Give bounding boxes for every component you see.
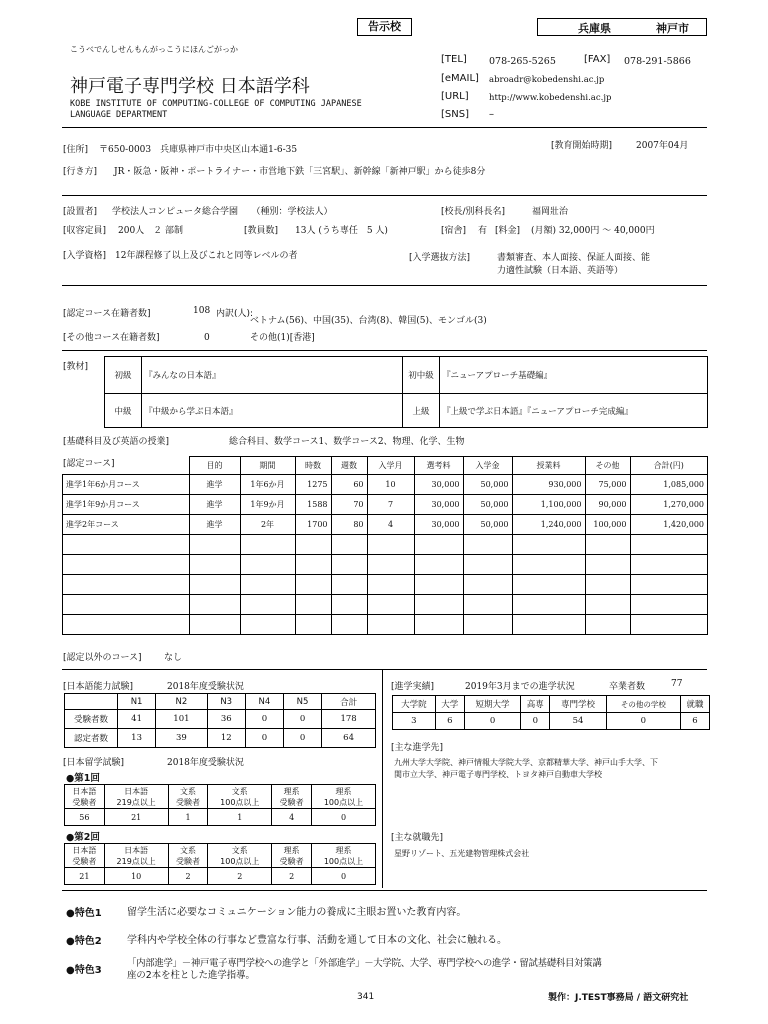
column-header: 日本語 受験者 xyxy=(65,844,105,868)
row-label: 認定者数 xyxy=(65,729,118,748)
header-spacer xyxy=(63,457,190,475)
jlpt-cell: 12 xyxy=(207,729,245,748)
course-name: 進学1年6か月コース xyxy=(63,475,190,495)
capacity-label: [収容定員] xyxy=(63,226,107,236)
certified-value: 108 xyxy=(193,306,211,316)
column-header: 理系 受験者 xyxy=(272,844,312,868)
column-header: 日本語 受験者 xyxy=(65,785,105,809)
column-header: N2 xyxy=(156,694,207,710)
course-cell: 1年6か月 xyxy=(240,475,295,495)
breakdown-1: ベトナム(56)、中国(35)、台湾(8)、韓国(5)、モンゴル(3) xyxy=(250,316,487,326)
column-header: 入学月 xyxy=(367,457,414,475)
course-cell: 10 xyxy=(367,475,414,495)
qualification-value: 12年課程修了以上及びこれと同等レベルの者 xyxy=(115,251,298,261)
feature-1-text: 留学生活に必要なコミュニケーション能力の養成に主眼お置いた教育内容。 xyxy=(127,907,467,918)
eju-cell: 21 xyxy=(65,868,105,885)
eju-cell: 0 xyxy=(311,868,375,885)
eju-label: [日本留学試験] xyxy=(63,758,125,768)
table-row xyxy=(105,357,708,394)
english-name-2: LANGUAGE DEPARTMENT xyxy=(70,110,168,120)
column-header: その他の学校 xyxy=(606,696,680,713)
textbooks-table xyxy=(104,356,708,428)
course-cell: 50,000 xyxy=(463,475,512,495)
progress-cell: 6 xyxy=(435,713,464,730)
course-cell: 1588 xyxy=(295,495,331,515)
certified-label: [認定コース在籍者数] xyxy=(63,309,151,319)
other-courses-label: [認定以外のコース] xyxy=(63,653,142,663)
column-header: 短期大学 xyxy=(464,696,520,713)
dorm-value: 有 xyxy=(478,226,488,236)
eju-year: 2018年度受験状況 xyxy=(167,758,244,768)
empty-row xyxy=(63,535,708,555)
column-header: 就職 xyxy=(680,696,709,713)
address-label: [住所] xyxy=(63,145,89,155)
sns-label: [SNS] xyxy=(441,109,469,120)
eju-table-round-1 xyxy=(64,784,376,826)
feature-2-label: ●特色2 xyxy=(66,936,102,947)
eju-round-1: ●第1回 xyxy=(66,773,100,784)
course-cell: 2年 xyxy=(240,515,295,535)
column-header: N5 xyxy=(283,694,321,710)
table-header-row xyxy=(63,457,708,475)
table-header-row xyxy=(65,785,376,809)
course-name: 進学1年9か月コース xyxy=(63,495,190,515)
other-courses-value: なし xyxy=(164,653,183,663)
column-header: 合計(円) xyxy=(630,457,708,475)
jlpt-cell: 64 xyxy=(322,729,376,748)
selection-value-1: 書類審査、本人面接、保証人面接、能 xyxy=(497,253,651,263)
jlpt-cell: 0 xyxy=(245,729,283,748)
progress-cell: 0 xyxy=(464,713,520,730)
section-divider xyxy=(382,670,383,888)
textbook-level: 中級 xyxy=(105,394,142,428)
jlpt-cell: 0 xyxy=(283,729,321,748)
eju-cell: 56 xyxy=(65,809,105,826)
column-header: 文系 100点以上 xyxy=(208,785,272,809)
progress-cell: 54 xyxy=(550,713,606,730)
qualification-label: [入学資格] xyxy=(63,251,107,261)
graduates-label: 卒業者数 xyxy=(609,682,646,692)
textbook-title: 『上級で学ぶ日本語』『ニューアプローチ完成編』 xyxy=(440,394,708,428)
sns-value: – xyxy=(489,109,494,120)
feature-1-label: ●特色1 xyxy=(66,908,102,919)
textbook-title: 『みんなの日本語』 xyxy=(142,357,403,394)
eju-cell: 4 xyxy=(272,809,312,826)
column-header: 理系 100点以上 xyxy=(311,844,375,868)
courses-table xyxy=(62,456,708,635)
fax-label: [FAX] xyxy=(584,54,611,65)
column-header: 入学金 xyxy=(463,457,512,475)
column-header: 高専 xyxy=(521,696,550,713)
jlpt-table xyxy=(64,693,376,748)
furigana: こうべでんしせんもんがっこうにほんごがっか xyxy=(70,45,238,54)
eju-cell: 21 xyxy=(104,809,168,826)
table-row xyxy=(65,729,376,748)
eju-round-2: ●第2回 xyxy=(66,832,100,843)
fee-label: [料金] xyxy=(495,226,521,236)
destinations-line-1: 九州大学大学院、神戸情報大学院大学、京都精華大学、神戸山手大学、下 xyxy=(394,758,658,767)
other-enroll-value: 0 xyxy=(204,333,210,343)
table-header-row xyxy=(65,694,376,710)
row-label: 受験者数 xyxy=(65,710,118,729)
course-cell: 90,000 xyxy=(585,495,630,515)
empty-row xyxy=(63,555,708,575)
course-cell: 1700 xyxy=(295,515,331,535)
fax-value: 078-291-5866 xyxy=(624,56,691,67)
column-header: N1 xyxy=(118,694,156,710)
column-header: N3 xyxy=(207,694,245,710)
column-header: 専門学校 xyxy=(550,696,606,713)
course-cell: 進学 xyxy=(189,495,240,515)
teachers-label: [教員数] xyxy=(244,226,279,236)
column-header: 文系 受験者 xyxy=(168,785,208,809)
column-header: 時数 xyxy=(295,457,331,475)
jlpt-cell: 101 xyxy=(156,710,207,729)
column-header: 理系 100点以上 xyxy=(311,785,375,809)
eju-cell: 2 xyxy=(208,868,272,885)
course-cell: 930,000 xyxy=(512,475,585,495)
start-value: 2007年04月 xyxy=(636,141,689,151)
course-cell: 50,000 xyxy=(463,495,512,515)
textbook-title: 『ニューアプローチ基礎編』 xyxy=(440,357,708,394)
table-header-row xyxy=(65,844,376,868)
progress-label: [進学実績] xyxy=(391,682,435,692)
kokuji-badge: 告示校 xyxy=(357,18,412,36)
jobs-label: [主な就職先] xyxy=(391,833,444,843)
column-header: 期間 xyxy=(240,457,295,475)
table-row xyxy=(63,515,708,535)
course-cell: 30,000 xyxy=(414,475,463,495)
jlpt-cell: 178 xyxy=(322,710,376,729)
selection-value-2: 力適性試験（日本語、英語等） xyxy=(497,266,624,276)
course-cell: 50,000 xyxy=(463,515,512,535)
column-header: 文系 100点以上 xyxy=(208,844,272,868)
jlpt-year: 2018年度受験状況 xyxy=(167,682,244,692)
empty-row xyxy=(63,615,708,635)
table-row xyxy=(65,809,376,826)
jlpt-cell: 41 xyxy=(118,710,156,729)
eju-cell: 1 xyxy=(168,809,208,826)
feature-2-text: 学科内や学校全体の行事など豊富な行事、活動を通して日本の文化、社会に触れる。 xyxy=(127,935,507,946)
eju-cell: 10 xyxy=(104,868,168,885)
eju-table-round-2 xyxy=(64,843,376,885)
course-cell: 1年9か月 xyxy=(240,495,295,515)
column-header: 授業料 xyxy=(512,457,585,475)
table-row xyxy=(105,394,708,428)
eju-cell: 2 xyxy=(168,868,208,885)
principal-label: [校長/別科長名] xyxy=(441,207,506,217)
jlpt-cell: 0 xyxy=(283,710,321,729)
column-header: 大学 xyxy=(435,696,464,713)
eju-cell: 0 xyxy=(311,809,375,826)
table-row xyxy=(393,713,710,730)
teachers-value: 13人 (うち専任 5 人) xyxy=(295,226,388,236)
progress-cell: 0 xyxy=(521,713,550,730)
eju-cell: 1 xyxy=(208,809,272,826)
capacity-value: 200人 ２ 部制 xyxy=(118,226,184,236)
table-row xyxy=(65,868,376,885)
course-cell: 80 xyxy=(331,515,367,535)
other-enroll-label: [その他コース在籍者数] xyxy=(63,333,160,343)
table-row xyxy=(65,710,376,729)
url-value[interactable]: http://www.kobedenshi.ac.jp xyxy=(489,93,612,103)
access-value: JR・阪急・阪神・ポートライナー・市営地下鉄「三宮駅」、新幹線「新神戸駅」から徒歩8分 xyxy=(114,167,486,177)
founder-label: [設置者] xyxy=(63,207,98,217)
breakdown-2: その他(1)[香港] xyxy=(250,333,315,343)
table-row xyxy=(63,495,708,515)
textbook-level: 上級 xyxy=(403,394,440,428)
jobs-value: 星野リゾート、五光建物管理株式会社 xyxy=(394,849,530,858)
basics-value: 総合科目、数学コース1、数学コース2、物理、化学、生物 xyxy=(229,437,465,447)
destinations-line-2: 関市立大学、神戸電子専門学校、トヨタ神戸自動車大学校 xyxy=(394,770,602,779)
dorm-label: [宿舎] xyxy=(441,226,467,236)
course-cell: 進学 xyxy=(189,515,240,535)
start-label: [教育開始時期] xyxy=(551,141,613,151)
course-cell: 30,000 xyxy=(414,495,463,515)
textbook-level: 初中級 xyxy=(403,357,440,394)
school-name: 神戸電子専門学校 日本語学科 xyxy=(70,76,310,97)
course-cell: 30,000 xyxy=(414,515,463,535)
course-cell: 1,240,000 xyxy=(512,515,585,535)
progress-cell: 3 xyxy=(393,713,436,730)
column-header: 日本語 219点以上 xyxy=(104,844,168,868)
progress-cell: 0 xyxy=(606,713,680,730)
feature-3-text-1: 「内部進学」－神戸電子専門学校への進学と「外部進学」－大学院、大学、専門学校への進学・留試基礎科目対策講 xyxy=(127,958,602,969)
column-header: 週数 xyxy=(331,457,367,475)
table-header-row xyxy=(393,696,710,713)
feature-3-label: ●特色3 xyxy=(66,965,102,976)
course-cell: 60 xyxy=(331,475,367,495)
city: 神戸市 xyxy=(656,22,689,35)
selection-label: [入学選抜方法] xyxy=(409,253,471,263)
course-cell: 1275 xyxy=(295,475,331,495)
column-header: その他 xyxy=(585,457,630,475)
column-header: 合計 xyxy=(322,694,376,710)
location-box xyxy=(537,18,707,36)
course-cell: 1,085,000 xyxy=(630,475,708,495)
feature-3-text-2: 座の2本を柱とした進学指導。 xyxy=(127,970,255,981)
progress-cell: 6 xyxy=(680,713,709,730)
course-name: 進学2年コース xyxy=(63,515,190,535)
progress-table xyxy=(392,695,710,730)
column-header: 選考料 xyxy=(414,457,463,475)
jlpt-label: [日本語能力試験] xyxy=(63,682,134,692)
progress-desc: 2019年3月までの進学状況 xyxy=(465,682,575,692)
course-cell: 4 xyxy=(367,515,414,535)
textbooks-label: [教材] xyxy=(63,362,89,372)
empty-row xyxy=(63,575,708,595)
destinations-label: [主な進学先] xyxy=(391,743,444,753)
courses-label: [認定コース] xyxy=(63,459,115,469)
page-number: 341 xyxy=(357,992,375,1002)
course-cell: 100,000 xyxy=(585,515,630,535)
textbook-level: 初級 xyxy=(105,357,142,394)
header-spacer xyxy=(65,694,118,710)
column-header: 文系 受験者 xyxy=(168,844,208,868)
course-cell: 1,420,000 xyxy=(630,515,708,535)
course-cell: 1,100,000 xyxy=(512,495,585,515)
course-cell: 7 xyxy=(367,495,414,515)
footer-credit: 製作：J.TEST事務局 / 語文研究社 xyxy=(548,993,689,1003)
jlpt-cell: 39 xyxy=(156,729,207,748)
course-cell: 75,000 xyxy=(585,475,630,495)
tel-label: [TEL] xyxy=(441,54,467,65)
access-label: [行き方] xyxy=(63,167,98,177)
prefecture: 兵庫県 xyxy=(578,22,611,35)
column-header: 理系 受験者 xyxy=(272,785,312,809)
url-label: [URL] xyxy=(441,91,469,102)
graduates-value: 77 xyxy=(671,679,683,689)
tel-value: 078-265-5265 xyxy=(489,56,556,67)
column-header: 目的 xyxy=(189,457,240,475)
course-cell: 70 xyxy=(331,495,367,515)
english-name-1: KOBE INSTITUTE OF COMPUTING-COLLEGE OF COMPUTING JAPANESE xyxy=(70,99,362,109)
jlpt-cell: 13 xyxy=(118,729,156,748)
eju-cell: 2 xyxy=(272,868,312,885)
empty-row xyxy=(63,595,708,615)
email-label: [eMAIL] xyxy=(441,73,479,84)
column-header: 日本語 219点以上 xyxy=(104,785,168,809)
column-header: N4 xyxy=(245,694,283,710)
course-cell: 1,270,000 xyxy=(630,495,708,515)
founder-value: 学校法人コンピュータ総合学園 （種別：学校法人） xyxy=(112,207,333,217)
fee-value: (月額) 32,000円 ～ 40,000円 xyxy=(531,226,655,236)
table-row xyxy=(63,475,708,495)
jlpt-cell: 36 xyxy=(207,710,245,729)
basics-label: [基礎科目及び英語の授業] xyxy=(63,437,170,447)
address-value: 〒650-0003 兵庫県神戸市中央区山本通1-6-35 xyxy=(99,145,298,155)
course-cell: 進学 xyxy=(189,475,240,495)
textbook-title: 『中級から学ぶ日本語』 xyxy=(142,394,403,428)
email-value[interactable]: abroadr@kobedenshi.ac.jp xyxy=(489,75,605,85)
column-header: 大学院 xyxy=(393,696,436,713)
jlpt-cell: 0 xyxy=(245,710,283,729)
breakdown-label: 内訳(人): xyxy=(216,309,254,319)
principal-value: 福岡壯治 xyxy=(532,207,569,217)
